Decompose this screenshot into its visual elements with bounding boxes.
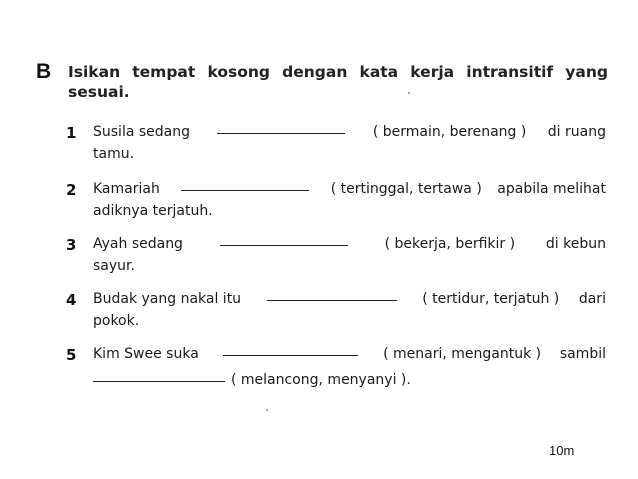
question-text-after: sambil [559,346,606,362]
question-line [93,181,606,197]
question-line-2 [93,258,606,274]
scan-speck [408,92,410,94]
question-number: 5 [66,346,77,364]
question-text-before: Kamariah [93,181,160,197]
answer-blank[interactable] [181,189,309,191]
question-line-2 [93,313,606,329]
instruction-text: Isikan tempat kosong dengan kata kerja intransitif yang sesuai. [68,63,608,101]
answer-options: ( bekerja, berfikir ) [384,236,516,252]
question-number: 1 [66,124,77,142]
question-line-2 [93,146,606,162]
question-number: 3 [66,236,77,254]
answer-blank[interactable] [220,244,348,246]
question-number: 4 [66,291,77,309]
question-line-2 [93,372,606,388]
question-line [93,346,606,362]
scan-speck [266,409,268,411]
answer-blank[interactable] [223,354,358,356]
question-line [93,291,606,307]
question-line [93,124,606,140]
question-text-after: dari [578,291,606,307]
question-text-after: di kebun [545,236,606,252]
question-text-before: Ayah sedang [93,236,183,252]
question-text-before: Susila sedang [93,124,190,140]
answer-options: ( melancong, menyanyi ). [231,372,411,388]
question-line-2 [93,203,606,219]
section-letter: B [36,60,52,83]
question-text-before: Budak yang nakal itu [93,291,242,307]
question-text-after: apabila melihat [497,181,606,197]
marks-label: 10m [549,443,575,458]
question-text-continued: sayur. [93,258,135,274]
question-line [93,236,606,252]
answer-blank[interactable] [217,132,345,134]
question-text-continued: tamu. [93,146,135,162]
question-number: 2 [66,181,77,199]
answer-options: ( menari, mengantuk ) [383,346,542,362]
answer-options: ( tertidur, terjatuh ) [422,291,560,307]
question-text-before: Kim Swee suka [93,346,199,362]
answer-blank[interactable] [93,380,225,382]
question-text-continued: pokok. [93,313,140,329]
answer-blank[interactable] [267,299,397,301]
question-text-continued: adiknya terjatuh. [93,203,213,219]
question-text-after: di ruang [547,124,606,140]
answer-options: ( tertinggal, tertawa ) [330,181,482,197]
answer-options: ( bermain, berenang ) [372,124,527,140]
